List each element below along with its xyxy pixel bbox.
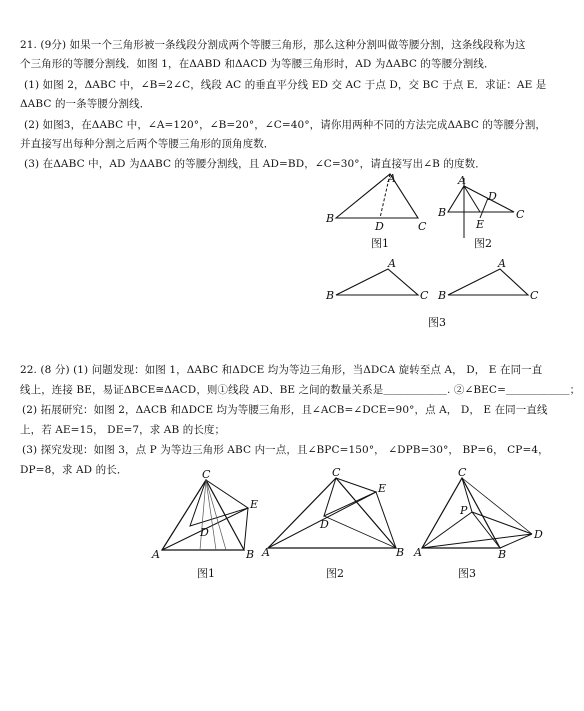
q21-fig1-label-c: C — [418, 220, 427, 233]
q22-fig1-label-c: C — [202, 470, 211, 481]
q21-fig3-label-c-right: C — [530, 289, 539, 302]
q22-line-6: DP=8，求 AD 的长． — [20, 464, 128, 476]
q21-fig3-label-a-left: A — [388, 257, 396, 270]
q21-line-7: (3) 在ΔABC 中，AD 为ΔABC 的等腰分割线，且 AD=BD，∠C=30°，请直接写出∠B 的度数． — [24, 158, 486, 170]
q21-fig3-label-c-left: C — [420, 289, 429, 302]
q22-fig1-label-b: B — [246, 548, 255, 561]
q21-fig2-label-e: E — [476, 218, 485, 231]
q22-fig3-label-a: A — [414, 546, 422, 559]
q22-figure-2 — [258, 468, 408, 563]
q21-line-1: 21. (9分) 如果一个三角形被一条线段分割成两个等腰三角形，那么这种分割叫做等腰分割，这条线段称为这 — [20, 39, 526, 51]
q22-fig3-label-b: B — [498, 548, 507, 561]
q21-fig2-label-a: A — [458, 174, 466, 187]
q22-fig3-caption: 图3 — [458, 567, 476, 580]
q22-fig2-label-e: E — [378, 482, 387, 495]
q22-line-1: 22. (8 分) (1) 问题发现：如图 1，ΔABC 和ΔDCE 均为等边三角形，当ΔDCA 旋转至点 A， D， E 在同一直 — [20, 364, 543, 376]
q21-line-6: 并直接写出每种分割之后两个等腰三角形的顶角度数． — [20, 138, 275, 150]
q22-fig1-label-a: A — [152, 548, 160, 561]
q21-fig3-label-b-right: B — [438, 289, 447, 302]
q22-fig2-label-c: C — [332, 468, 341, 479]
q21-line-2: 个三角形的等腰分割线．如图 1，在ΔABD 和ΔACD 为等腰三角形时，AD 为ΔABC 的等腰分割线． — [20, 58, 495, 70]
q21-fig3-label-b-left: B — [326, 289, 335, 302]
q22-figure-1 — [150, 470, 265, 565]
q21-fig2-caption: 图2 — [474, 237, 492, 250]
q22-figure-3 — [412, 468, 552, 563]
q22-fig1-label-d: D — [200, 526, 209, 539]
q22-fig1-caption: 图1 — [197, 567, 215, 580]
q21-fig3-caption: 图3 — [428, 316, 446, 329]
q21-fig1-label-b: B — [326, 212, 335, 225]
q21-fig2-label-b: B — [438, 206, 447, 219]
q22-fig2-label-b: B — [396, 546, 405, 559]
q22-fig3-label-d: D — [534, 528, 543, 541]
q21-fig1-label-d: D — [375, 220, 384, 233]
q21-fig2-label-c: C — [516, 208, 525, 221]
q22-fig3-label-p: P — [460, 504, 468, 517]
q22-line-5: (3) 探究发现：如图 3，点 P 为等边三角形 ABC 内一点，且∠BPC=150°， ∠DPB=30°， BP=6， CP=4， — [22, 444, 549, 456]
q21-line-4: ΔABC 的一条等腰分割线． — [20, 98, 151, 110]
q21-fig3-label-a-right: A — [498, 257, 506, 270]
q21-fig1-caption: 图1 — [371, 237, 389, 250]
q21-figure-1 — [322, 168, 432, 238]
q22-fig2-label-a: A — [262, 546, 270, 559]
q22-line-2: 线上，连接 BE，易证ΔBCE≅ΔACD，则①线段 AD、BE 之间的数量关系是＿＿＿＿＿＿. ②∠BEC=＿＿＿＿＿＿； — [20, 384, 581, 396]
q22-fig2-caption: 图2 — [326, 567, 344, 580]
q21-line-3: (1) 如图 2，ΔABC 中，∠B=2∠C，线段 AC 的垂直平分线 ED 交 AC 于点 D，交 BC 于点 E．求证：AE 是 — [24, 79, 547, 91]
q21-line-5: (2) 如图3，在ΔABC 中，∠A=120°，∠B=20°，∠C=40°，请你用两种不同的方法完成ΔABC 的等腰分割， — [24, 119, 547, 131]
q22-fig2-label-d: D — [320, 518, 329, 531]
q22-fig1-label-e: E — [250, 498, 259, 511]
q22-line-4: 上，若 AE=15， DE=7，求 AB 的长度； — [20, 424, 226, 436]
q21-fig1-label-a: A — [388, 172, 396, 185]
q22-fig3-label-c: C — [458, 468, 467, 479]
q22-line-3: (2) 拓展研究：如图 2，ΔACB 和ΔDCE 均为等腰三角形，且∠ACB=∠DCE=90°，点 A， D， E 在同一直线 — [22, 404, 548, 416]
q21-figure-3 — [322, 255, 552, 315]
q21-fig2-label-d: D — [488, 190, 497, 203]
